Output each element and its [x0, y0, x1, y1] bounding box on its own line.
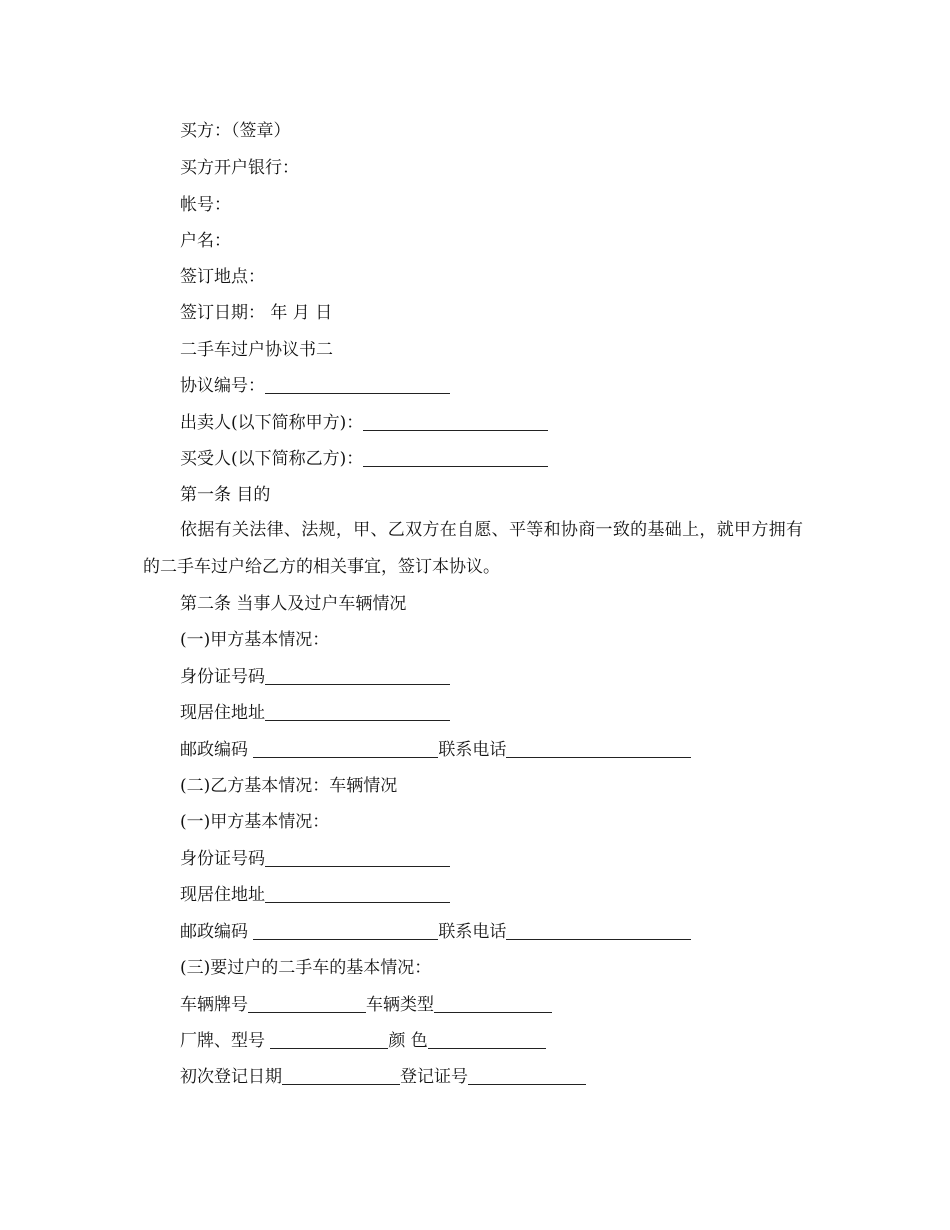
postcode-blank [253, 923, 438, 940]
party-a-title: (一)甲方基本情况： [180, 630, 330, 650]
id-number-blank [265, 668, 450, 685]
address-blank [265, 886, 450, 903]
seller-line [180, 412, 548, 434]
first-reg-date-blank [282, 1068, 400, 1085]
reg-cert-blank [468, 1068, 586, 1085]
brand-model-label: 厂牌、型号 [180, 1031, 265, 1051]
id-number-label: 身份证号码 [180, 849, 265, 869]
postcode-phone-line [180, 739, 691, 761]
vehicle-title: (三)要过户的二手车的基本情况： [180, 958, 432, 978]
color-blank [428, 1032, 546, 1049]
agreement-number-line [180, 375, 450, 397]
plate-blank [248, 996, 366, 1013]
phone-label: 联系电话 [438, 740, 507, 760]
sign-place-line: 签订地点： [180, 267, 265, 287]
phone-label: 联系电话 [438, 922, 507, 942]
brand-color-line [180, 1030, 546, 1052]
sign-date-line: 签订日期： 年 月 日 [180, 303, 333, 323]
article1-body: 依据有关法律、法规，甲、乙双方在自愿、平等和协商一致的基础上，就甲方拥有的二手车过户给乙方的相关事宜，签订本协议。 [143, 520, 803, 577]
article2-title: 第二条 当事人及过户车辆情况 [180, 594, 407, 614]
address-line [180, 702, 450, 724]
registration-line [180, 1066, 586, 1088]
phone-blank [506, 923, 691, 940]
buyer-bank-line: 买方开户银行： [180, 158, 299, 178]
seller-label: 出卖人(以下简称甲方)： [180, 413, 364, 433]
id-number-line [180, 666, 450, 688]
account-name-line: 户名： [180, 231, 231, 251]
article1-title: 第一条 目的 [180, 485, 271, 505]
id-number-blank [265, 850, 450, 867]
party-b-title: (二)乙方基本情况：车辆情况 [180, 776, 398, 796]
vehicle-type-blank [434, 996, 552, 1013]
address-blank [265, 704, 450, 721]
address-label: 现居住地址 [180, 885, 265, 905]
color-label: 颜 色 [388, 1031, 428, 1051]
buyer-party-label: 买受人(以下简称乙方)： [180, 449, 364, 469]
id-number-label: 身份证号码 [180, 667, 265, 687]
buyer-party-blank [363, 450, 548, 467]
plate-label: 车辆牌号 [180, 995, 248, 1015]
postcode-label: 邮政编码 [180, 740, 248, 760]
party-a-title-repeat: (一)甲方基本情况： [180, 812, 330, 832]
agreement-number-blank [265, 377, 450, 394]
seller-blank [363, 414, 548, 431]
phone-blank [506, 741, 691, 758]
account-number-line: 帐号： [180, 195, 231, 215]
first-reg-date-label: 初次登记日期 [180, 1067, 282, 1087]
reg-cert-label: 登记证号 [400, 1067, 468, 1087]
address-label: 现居住地址 [180, 703, 265, 723]
agreement-title: 二手车过户协议书二 [180, 340, 333, 360]
buyer-party-line [180, 448, 548, 470]
address-line-2 [180, 884, 450, 906]
postcode-phone-line-2 [180, 921, 691, 943]
brand-model-blank [270, 1032, 388, 1049]
plate-type-line [180, 994, 552, 1016]
vehicle-type-label: 车辆类型 [366, 995, 434, 1015]
buyer-signature-line: 买方：（签章） [180, 121, 291, 141]
postcode-label: 邮政编码 [180, 922, 248, 942]
agreement-number-label: 协议编号： [180, 376, 265, 396]
postcode-blank [253, 741, 438, 758]
id-number-line-2 [180, 848, 450, 870]
